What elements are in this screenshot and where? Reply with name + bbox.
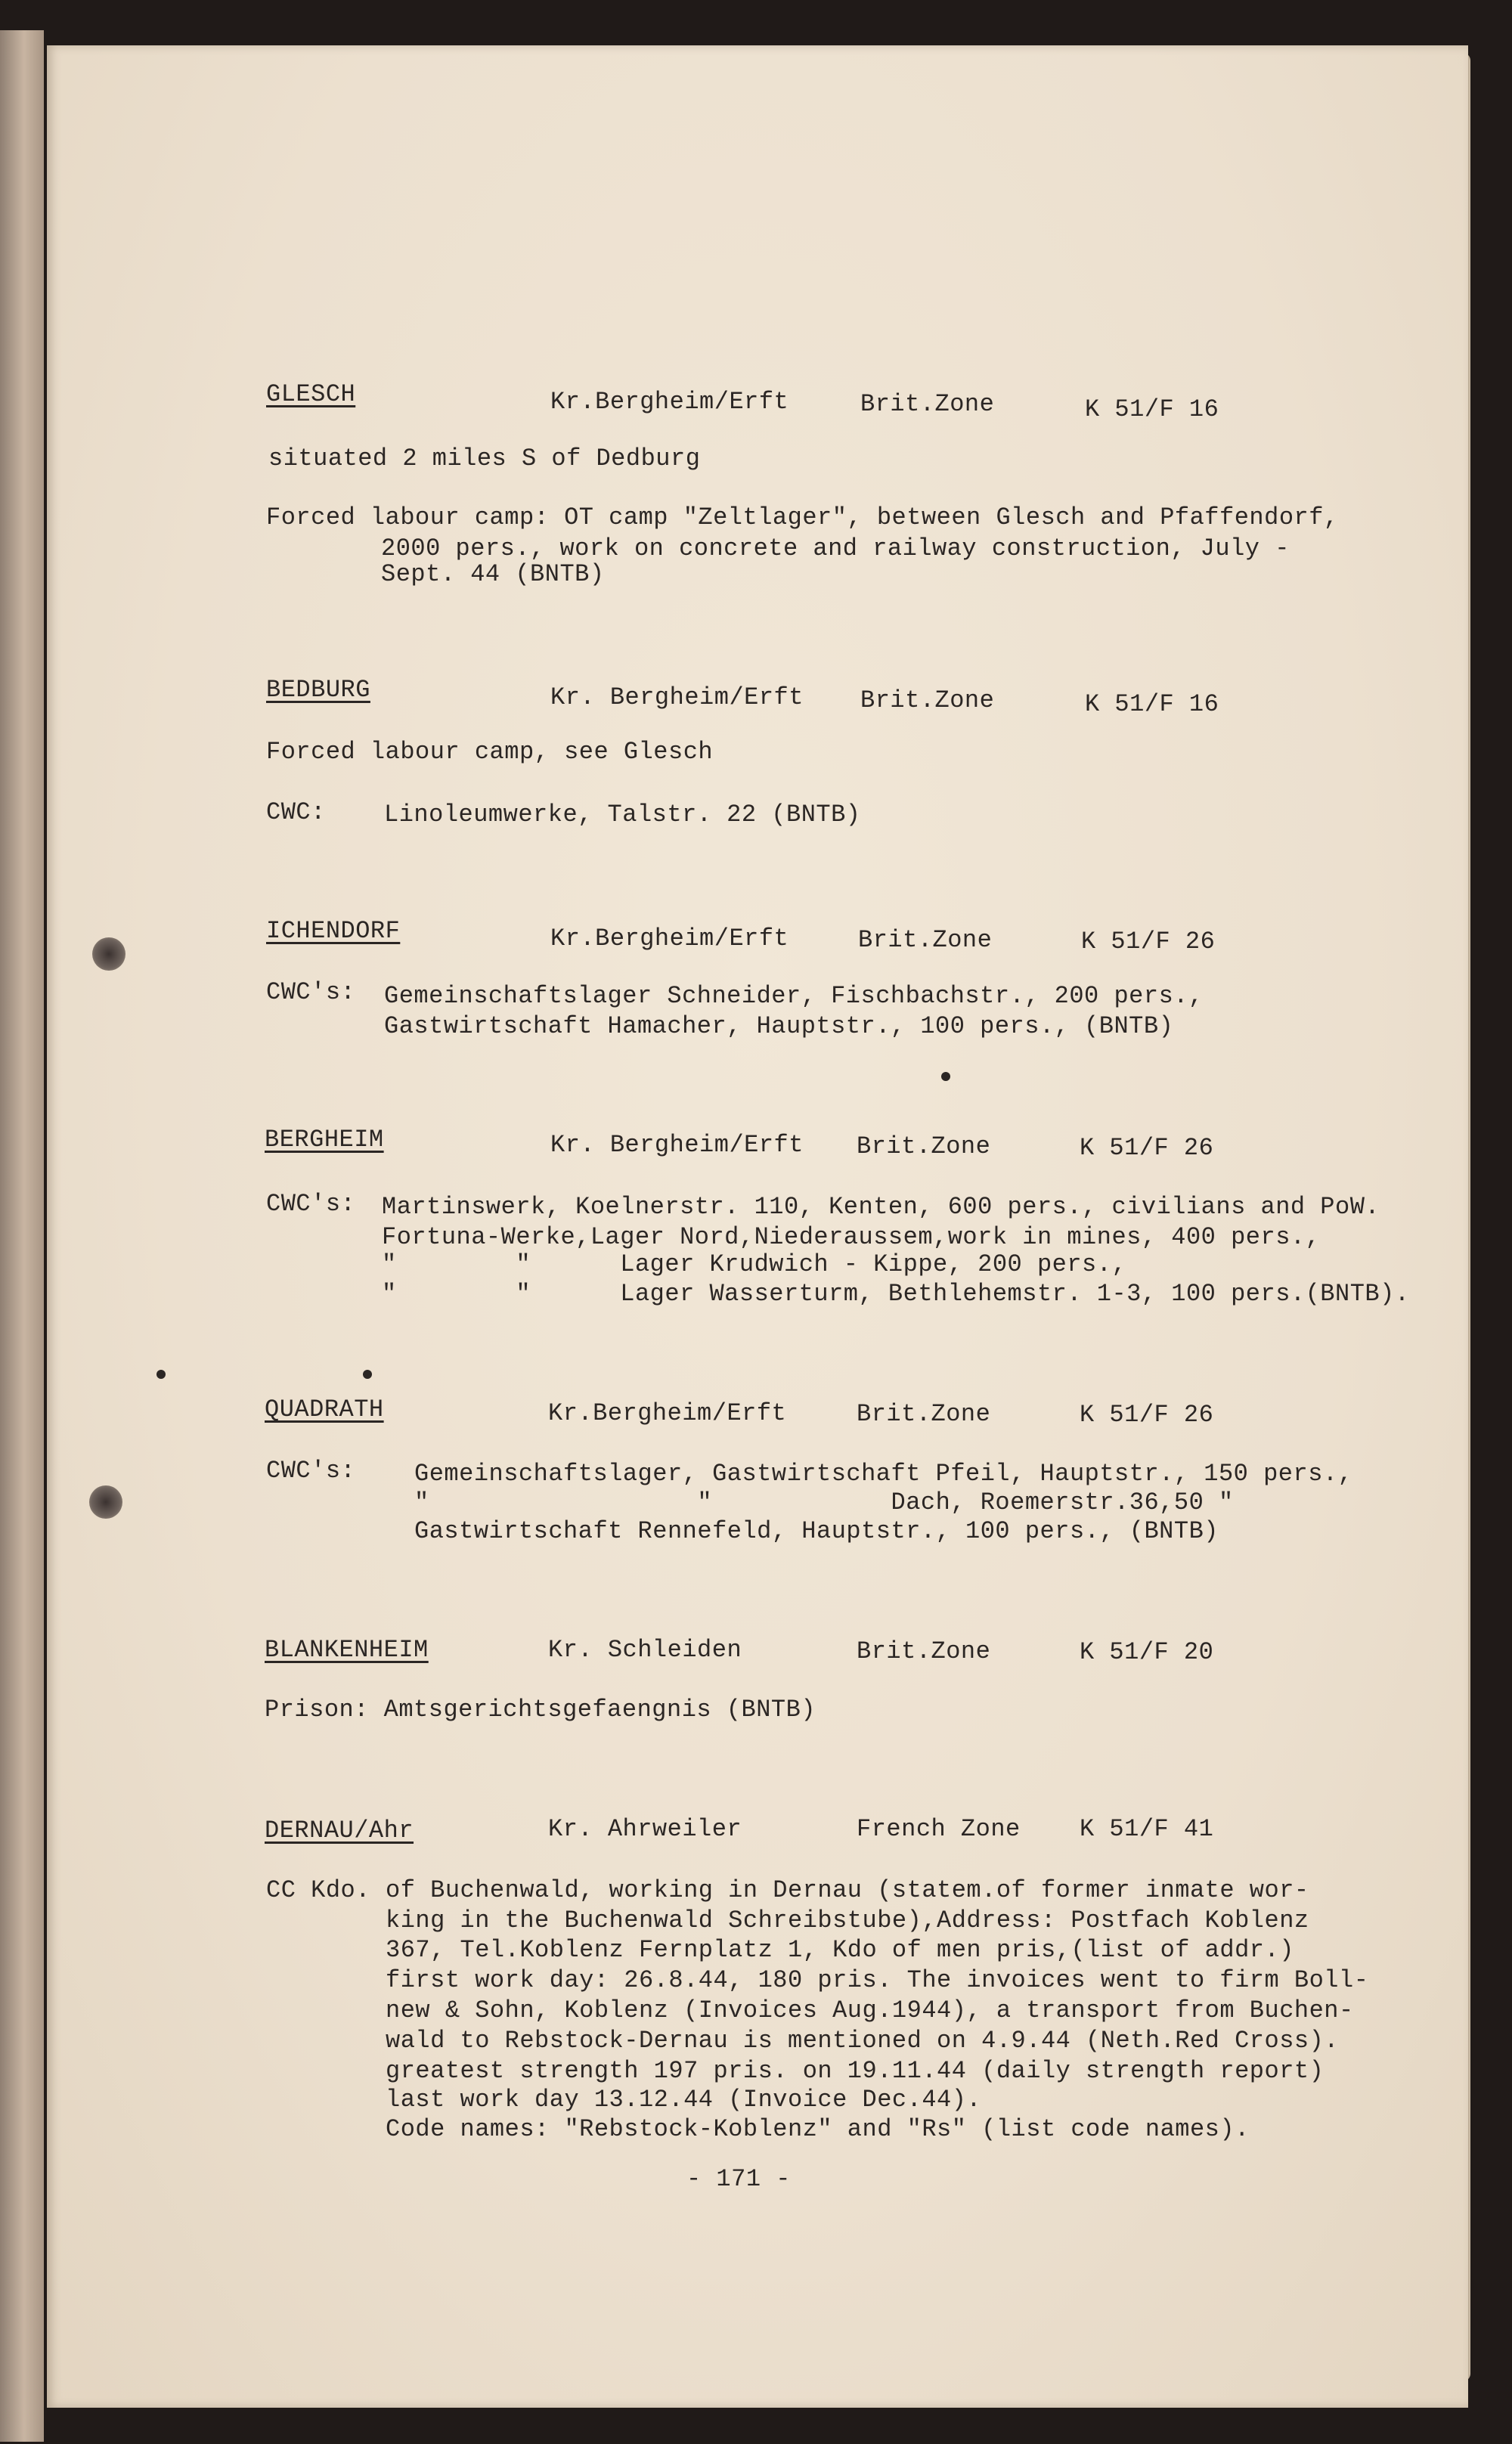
- reference: K 51/F 26: [1080, 1401, 1214, 1429]
- place-name: DERNAU/Ahr: [265, 1817, 414, 1845]
- place-name: BLANKENHEIM: [265, 1636, 429, 1664]
- entry-line: Linoleumwerke, Talstr. 22 (BNTB): [384, 801, 861, 829]
- entry-line: Gastwirtschaft Hamacher, Hauptstr., 100 pers., (BNTB): [384, 1012, 1174, 1040]
- punch-hole: [89, 1485, 122, 1519]
- place-name: GLESCH: [266, 380, 356, 408]
- reference: K 51/F 41: [1080, 1815, 1214, 1843]
- entry-line: 367, Tel.Koblenz Fernplatz 1, Kdo of men pris,(list of addr.): [386, 1936, 1294, 1964]
- ink-dot: [363, 1370, 372, 1379]
- entry-line: Forced labour camp: OT camp "Zeltlager", between Glesch and Pfaffendorf,: [266, 503, 1339, 531]
- zone: Brit.Zone: [857, 1400, 991, 1428]
- entry-line: last work day 13.12.44 (Invoice Dec.44).: [386, 2086, 982, 2114]
- entry-line: " " Dach, Roemerstr.36,50 ": [414, 1488, 1234, 1516]
- entry-line: situated 2 miles S of Dedburg: [268, 445, 701, 472]
- entry-line: " " Lager Krudwich - Kippe, 200 pers.,: [382, 1250, 1127, 1278]
- district: Kr. Bergheim/Erft: [550, 1131, 804, 1159]
- reference: K 51/F 26: [1080, 1134, 1214, 1162]
- entry-line: Prison: Amtsgerichtsgefaengnis (BNTB): [265, 1696, 816, 1724]
- entry-line: 2000 pers., work on concrete and railway construction, July -: [381, 534, 1290, 562]
- entry-line: " " Lager Wasserturm, Bethlehemstr. 1-3, 100 pers.(BNTB).: [382, 1280, 1410, 1308]
- place-name: BEDBURG: [266, 676, 370, 704]
- reference: K 51/F 16: [1085, 690, 1219, 718]
- place-name: BERGHEIM: [265, 1126, 384, 1154]
- punch-hole: [92, 937, 125, 971]
- district: Kr. Bergheim/Erft: [550, 683, 804, 711]
- district: Kr.Bergheim/Erft: [550, 388, 789, 416]
- entry-line: Code names: "Rebstock-Koblenz" and "Rs" (list code names).: [386, 2115, 1250, 2143]
- entry-line: Fortuna-Werke,Lager Nord,Niederaussem,work in mines, 400 pers.,: [382, 1223, 1321, 1251]
- zone: Brit.Zone: [857, 1132, 991, 1160]
- zone: Brit.Zone: [857, 1637, 991, 1665]
- entry-line: wald to Rebstock-Dernau is mentioned on 4.9.44 (Neth.Red Cross).: [386, 2027, 1339, 2055]
- page-number: - 171 -: [686, 2165, 791, 2193]
- reference: K 51/F 16: [1085, 395, 1219, 423]
- place-name: ICHENDORF: [266, 917, 401, 945]
- entry-line: new & Sohn, Koblenz (Invoices Aug.1944), a transport from Buchen-: [386, 1996, 1354, 2024]
- section-label: CWC's:: [266, 978, 356, 1006]
- entry-line: first work day: 26.8.44, 180 pris. The invoices went to firm Boll-: [386, 1966, 1369, 1994]
- zone: Brit.Zone: [860, 390, 995, 418]
- entry-line: of Buchenwald, working in Dernau (statem.of former inmate wor-: [386, 1876, 1309, 1904]
- section-label: CWC's:: [266, 1457, 356, 1485]
- entry-line: Gemeinschaftslager Schneider, Fischbachstr., 200 pers.,: [384, 982, 1204, 1010]
- entry-line: greatest strength 197 pris. on 19.11.44 (daily strength report): [386, 2057, 1325, 2085]
- zone: Brit.Zone: [858, 926, 993, 954]
- zone: Brit.Zone: [860, 686, 995, 714]
- section-label: CWC's:: [266, 1190, 356, 1218]
- district: Kr.Bergheim/Erft: [548, 1399, 787, 1427]
- section-label: CC Kdo.: [266, 1876, 370, 1904]
- place-name: QUADRATH: [265, 1395, 384, 1423]
- zone: French Zone: [857, 1815, 1021, 1843]
- entry-line: Gemeinschaftslager, Gastwirtschaft Pfeil, Hauptstr., 150 pers.,: [414, 1460, 1353, 1488]
- reference: K 51/F 20: [1080, 1638, 1214, 1666]
- ink-dot: [156, 1370, 166, 1379]
- entry-line: king in the Buchenwald Schreibstube),Address: Postfach Koblenz: [386, 1907, 1309, 1934]
- entry-line: Forced labour camp, see Glesch: [266, 738, 714, 766]
- district: Kr. Ahrweiler: [548, 1815, 742, 1843]
- section-label: CWC:: [266, 798, 326, 826]
- reference: K 51/F 26: [1081, 928, 1216, 956]
- entry-line: Sept. 44 (BNTB): [381, 560, 605, 588]
- entry-line: Gastwirtschaft Rennefeld, Hauptstr., 100 pers., (BNTB): [414, 1517, 1219, 1545]
- district: Kr.Bergheim/Erft: [550, 925, 789, 953]
- district: Kr. Schleiden: [548, 1636, 742, 1664]
- left-page-edge: [0, 30, 44, 2442]
- entry-line: Martinswerk, Koelnerstr. 110, Kenten, 600 pers., civilians and PoW.: [382, 1193, 1380, 1221]
- ink-dot: [941, 1072, 950, 1081]
